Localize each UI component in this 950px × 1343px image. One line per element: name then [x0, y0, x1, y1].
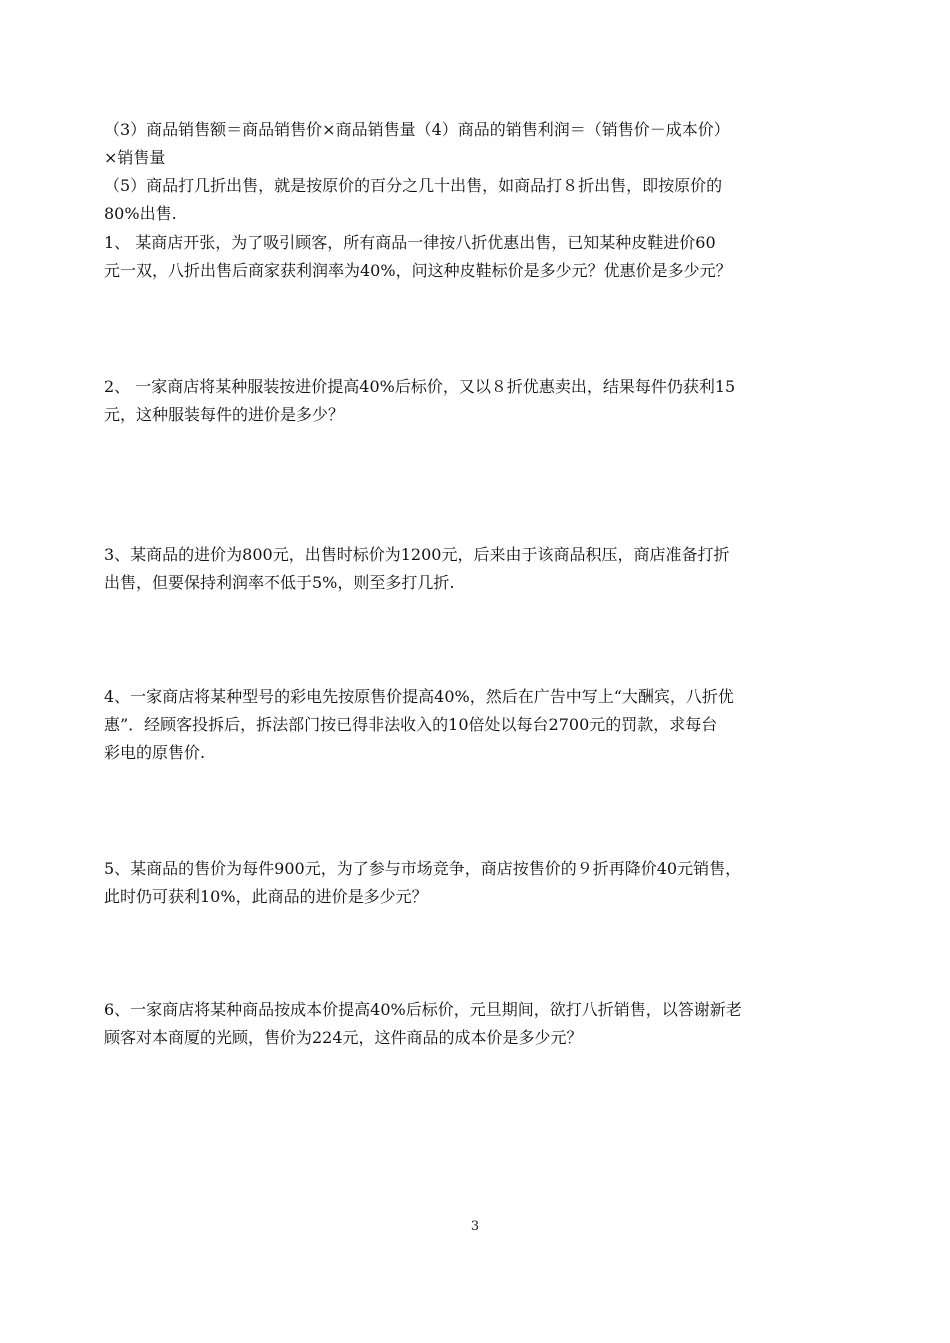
problem-5	[104, 855, 852, 911]
intro-line-1: （3）商品销售额＝商品销售价×商品销售量（4）商品的销售利润＝（销售价－成本价）	[104, 120, 730, 139]
intro-line-2: ×销售量	[104, 148, 166, 167]
intro-line-4: 80%出售.	[104, 204, 177, 223]
problem-6	[104, 996, 852, 1052]
problem-4-line-2: 惠”．经顾客投拆后，拆法部门按已得非法收入的10倍处以每台2700元的罚款，求每台	[104, 715, 718, 734]
problem-1	[104, 229, 852, 285]
problem-4	[104, 683, 852, 767]
problem-2-line-1: 2、 一家商店将某种服装按进价提高40%后标价，又以８折优惠卖出，结果每件仍获利15	[104, 377, 736, 396]
page-number: 3	[470, 1219, 480, 1234]
problem-5-line-1: 5、某商品的售价为每件900元，为了参与市场竞争，商店按售价的９折再降价40元销售，	[104, 859, 742, 878]
problem-2-line-2: 元，这种服装每件的进价是多少？	[104, 405, 345, 424]
intro-formulas	[104, 116, 852, 228]
problem-6-line-1: 6、一家商店将某种商品按成本价提高40%后标价，元旦期间，欲打八折销售，以答谢新老	[104, 1000, 742, 1019]
problem-4-line-3: 彩电的原售价.	[104, 743, 206, 762]
problem-5-line-2: 此时仍可获利10%，此商品的进价是多少元？	[104, 887, 428, 906]
problem-3	[104, 541, 852, 597]
problem-1-line-2: 元一双，八折出售后商家获利润率为40%，问这种皮鞋标价是多少元？优惠价是多少元？	[104, 261, 732, 280]
problem-2	[104, 373, 852, 429]
problem-3-line-2: 出售，但要保持利润率不低于5%，则至多打几折.	[104, 573, 455, 592]
problem-6-line-2: 顾客对本商厦的光顾，售价为224元，这件商品的成本价是多少元？	[104, 1028, 583, 1047]
problem-3-line-1: 3、某商品的进价为800元，出售时标价为1200元，后来由于该商品积压，商店准备打折	[104, 545, 730, 564]
intro-line-3: （5）商品打几折出售，就是按原价的百分之几十出售，如商品打８折出售，即按原价的	[104, 176, 723, 195]
problem-1-line-1: 1、 某商店开张，为了吸引顾客，所有商品一律按八折优惠出售，已知某种皮鞋进价60	[104, 233, 716, 252]
problem-4-line-1: 4、一家商店将某种型号的彩电先按原售价提高40%，然后在广告中写上“大酬宾，八折优	[104, 687, 734, 706]
